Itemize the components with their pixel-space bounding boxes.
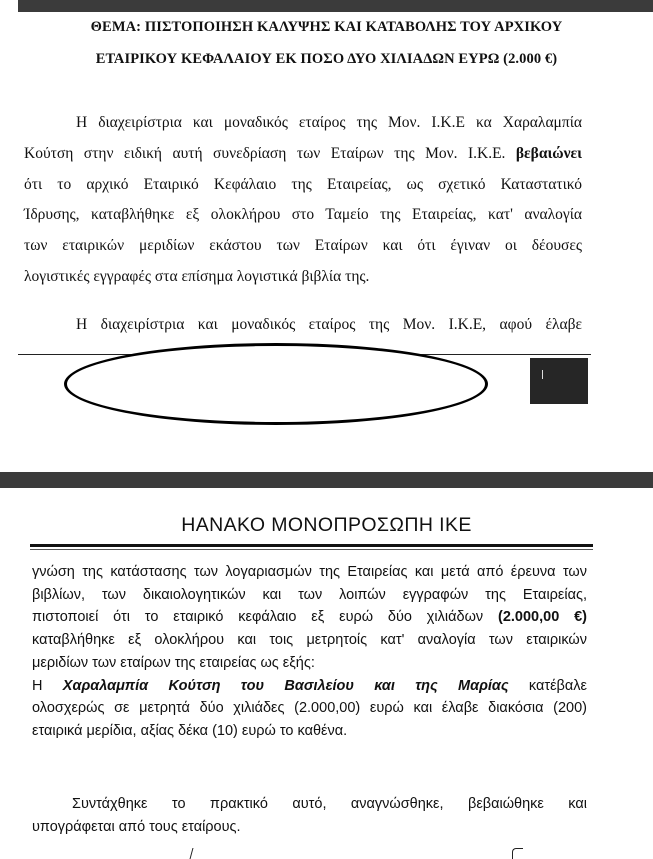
amount-bold: (2.000,00 €) bbox=[497, 609, 587, 626]
redaction-box bbox=[530, 358, 588, 404]
text-line: ότι το αρχικό Εταιρικό Κεφάλαιο της Εταιρείας, ως σχετικό Καταστατικό bbox=[24, 175, 582, 193]
text-line: πιστοποιεί ότι το εταιρικό κεφάλαιο εξ ευρώ δύο χιλιάδων (2.000,00 €) bbox=[32, 609, 587, 626]
text-line: ολοσχερώς σε μετρητά δύο χιλιάδες (2.000,00) ευρώ και έλαβε διακόσια (200) bbox=[32, 700, 587, 717]
paragraph-capital-certification bbox=[32, 561, 587, 743]
text-line: γνώση της κατάστασης των λογαριασμών της Εταιρείας και μετά από έρευνα των bbox=[32, 564, 587, 580]
text-line: εταιρικά μερίδια, αξίας δέκα (10) ευρώ το καθένα. bbox=[32, 722, 348, 739]
redaction-oval bbox=[64, 343, 488, 425]
signature-fragment bbox=[190, 848, 204, 859]
bold-word: βεβαιώνει bbox=[515, 144, 582, 162]
header-rule bbox=[30, 544, 593, 547]
document-page-2 bbox=[0, 488, 653, 859]
text-line: μεριδίων των εταίρων της εταιρείας ως εξής: bbox=[32, 654, 315, 671]
paragraph-closing bbox=[32, 793, 587, 838]
text-line: Κούτση στην ειδική αυτή συνεδρίαση των Εταίρων της Μον. Ι.Κ.Ε. βεβαιώνει bbox=[24, 144, 582, 162]
text-line: υπογράφεται από τους εταίρους. bbox=[32, 818, 241, 835]
text-line: βιβλίων, των δικαιολογητικών και των λοιπών εγγραφών της Εταιρείας, bbox=[32, 586, 587, 603]
text-line: Η Χαραλαμπία Κούτση του Βασιλείου και της Μαρίας κατέβαλε bbox=[32, 677, 587, 694]
text-line: των εταιρικών μεριδίων εκάστου των Εταίρων και ότι έγιναν οι δέουσες bbox=[24, 237, 582, 255]
text-line: Συντάχθηκε το πρακτικό αυτό, αναγνώσθηκε, βεβαιώθηκε και bbox=[72, 796, 587, 812]
text-line: Ίδρυσης, καταβλήθηκε εξ ολοκλήρου στο Ταμείο της Εταιρείας, κατ' αναλογία bbox=[24, 206, 582, 224]
signature-fragment bbox=[512, 848, 523, 859]
partner-name: Χαραλαμπία Κούτση του Βασιλείου και της Μαρίας bbox=[62, 677, 509, 694]
text-line: καταβλήθηκε εξ ολοκλήρου και τοις μετρητοίς κατ' αναλογία των εταιρικών bbox=[32, 632, 587, 649]
paragraph-certification bbox=[24, 108, 582, 293]
company-header: ΗΑΝΑΚΟ ΜΟΝΟΠΡΟΣΩΠΗ ΙΚΕ bbox=[181, 514, 472, 536]
header-rule-thin bbox=[30, 549, 593, 550]
text-line: Η διαχειρίστρια και μοναδικός εταίρος της Μον. Ι.Κ.Ε, αφού έλαβε bbox=[76, 316, 582, 333]
viewer-top-bar bbox=[0, 0, 653, 12]
paragraph-manager-statement bbox=[24, 310, 582, 341]
subject-title-line-1: ΘΕΜΑ: ΠΙΣΤΟΠΟΙΗΣΗ ΚΑΛΥΨΗΣ ΚΑΙ ΚΑΤΑΒΟΛΗΣ ΤΟΥ ΑΡΧΙΚΟΥ bbox=[90, 19, 563, 35]
text-line: Η διαχειρίστρια και μοναδικός εταίρος της Μον. Ι.Κ.Ε κα Χαραλαμπία bbox=[76, 114, 582, 131]
text-line: λογιστικές εγγραφές στα επίσημα λογιστικά βιβλία της. bbox=[24, 267, 370, 285]
subject-title-line-2: ΕΤΑΙΡΙΚΟΥ ΚΕΦΑΛΑΙΟΥ ΕΚ ΠΟΣΟ ΔΥΟ ΧΙΛΙΑΔΩΝ ΕΥΡΩ (2.000 €) bbox=[95, 51, 558, 67]
